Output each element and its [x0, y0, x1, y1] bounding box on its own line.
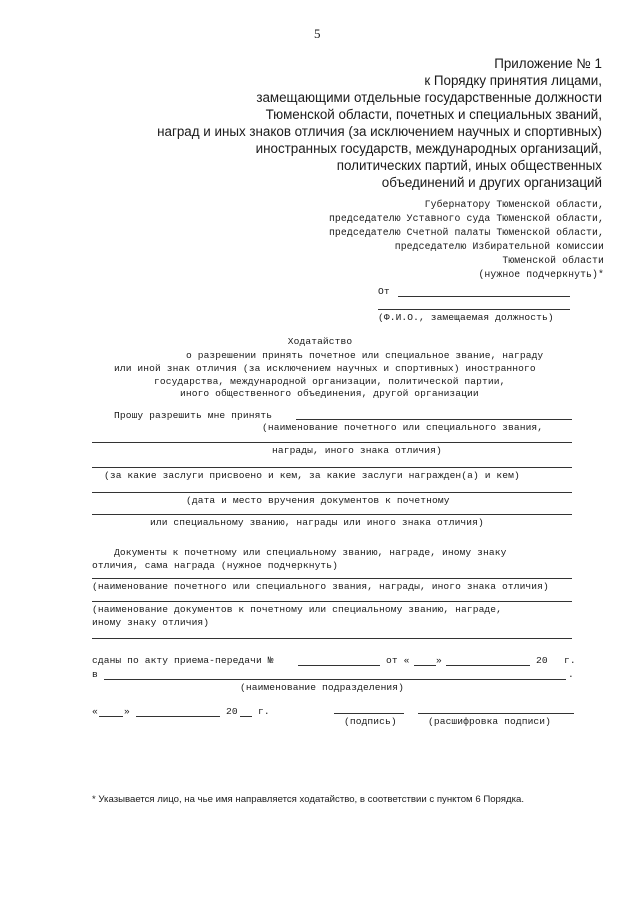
request-label: Прошу разрешить мне принять: [114, 410, 273, 421]
date-close-quote: »: [124, 706, 130, 717]
act-year-suffix: г.: [564, 655, 576, 666]
footnote: * Указывается лицо, на чье имя направляется ходатайство, в соответствии с пунктом 6 Порядка.: [92, 794, 524, 805]
from-name-line[interactable]: [398, 296, 570, 297]
award-name-hint-2: награды, иного знака отличия): [272, 445, 442, 456]
date-day-line[interactable]: [99, 716, 123, 717]
appendix-line: Приложение № 1: [494, 56, 602, 71]
appendix-line: политических партий, иных общественных: [336, 158, 602, 173]
date-year-suffix: г.: [258, 706, 270, 717]
addressee-line: председателю Избирательной комиссии: [394, 241, 604, 252]
date-place-line-2[interactable]: [92, 514, 572, 515]
date-place-line[interactable]: [92, 492, 572, 493]
petition-subtitle-line: или иной знак отличия (за исключением научных и спортивных) иностранного: [114, 363, 536, 374]
addressee-line: председателю Счетной палаты Тюменской области,: [328, 227, 604, 238]
date-year-line[interactable]: [240, 716, 252, 717]
appendix-line: наград и иных знаков отличия (за исключением научных и спортивных): [157, 124, 602, 139]
documents-name-line[interactable]: [92, 578, 572, 579]
department-line[interactable]: [104, 679, 566, 680]
addressee-line: Губернатору Тюменской области,: [424, 199, 604, 210]
signature-line[interactable]: [334, 713, 404, 714]
addressee-note: (нужное подчеркнуть)*: [478, 269, 604, 280]
appendix-line: замещающими отдельные государственные должности: [256, 90, 602, 105]
department-hint: (наименование подразделения): [240, 682, 405, 693]
from-label: От: [378, 286, 390, 297]
act-month-line[interactable]: [446, 665, 530, 666]
petition-title: Ходатайство: [287, 336, 353, 347]
documents-list-hint: (наименование документов к почетному или специальному званию, награде,: [92, 604, 503, 615]
from-hint: (Ф.И.О., замещаемая должность): [378, 312, 554, 323]
signature-decode-line[interactable]: [418, 713, 574, 714]
appendix-line: Тюменской области, почетных и специальных званий,: [265, 107, 602, 122]
merits-hint: (за какие заслуги присвоено и кем, за какие заслуги награжден(а) и кем): [104, 470, 520, 481]
documents-text: Документы к почетному или специальному званию, награде, иному знаку: [114, 547, 507, 558]
award-name-hint: (наименование почетного или специального звания,: [262, 422, 544, 433]
date-place-hint-2: или специальному званию, награды или иного знака отличия): [150, 517, 484, 528]
documents-name-hint: (наименование почетного или специального звания, награды, иного знака отличия): [92, 581, 549, 592]
addressee-line: председателю Уставного суда Тюменской области,: [328, 213, 604, 224]
appendix-line: объединений и других организаций: [381, 175, 602, 190]
petition-subtitle-line: о разрешении принять почетное или специальное звание, награду: [186, 350, 544, 361]
date-open-quote: «: [92, 706, 98, 717]
act-date-from: от «: [386, 655, 410, 666]
petition-subtitle-line: государства, международной организации, политической партии,: [154, 376, 506, 387]
documents-list-line-2[interactable]: [92, 638, 572, 639]
act-year-prefix: 20: [536, 655, 548, 666]
merits-line[interactable]: [92, 467, 572, 468]
department-in-label: в: [92, 669, 98, 680]
act-day-line[interactable]: [414, 665, 436, 666]
signature-decode-hint: (расшифровка подписи): [428, 716, 552, 727]
appendix-line: к Порядку принятия лицами,: [424, 73, 602, 88]
act-date-close-quote: »: [436, 655, 442, 666]
department-dot: .: [568, 669, 574, 680]
date-place-hint: (дата и место вручения документов к почетному: [186, 495, 450, 506]
documents-text-2: отличия, сама награда (нужное подчеркнуть): [92, 560, 339, 571]
award-name-line[interactable]: [296, 419, 572, 420]
date-month-line[interactable]: [136, 716, 220, 717]
documents-list-hint-2: иному знаку отличия): [92, 617, 210, 628]
addressee-line: Тюменской области: [502, 255, 604, 266]
act-number-line[interactable]: [298, 665, 380, 666]
page-number: 5: [314, 26, 321, 41]
award-name-line-2[interactable]: [92, 442, 572, 443]
handed-over-label: сданы по акту приема-передачи №: [92, 655, 274, 666]
documents-list-line[interactable]: [92, 601, 572, 602]
signature-hint: (подпись): [344, 716, 397, 727]
from-position-line[interactable]: [378, 309, 570, 310]
appendix-line: иностранных государств, международных организаций,: [255, 141, 602, 156]
petition-subtitle-line: иного общественного объединения, другой организации: [180, 388, 479, 399]
date-year-prefix: 20: [226, 706, 238, 717]
